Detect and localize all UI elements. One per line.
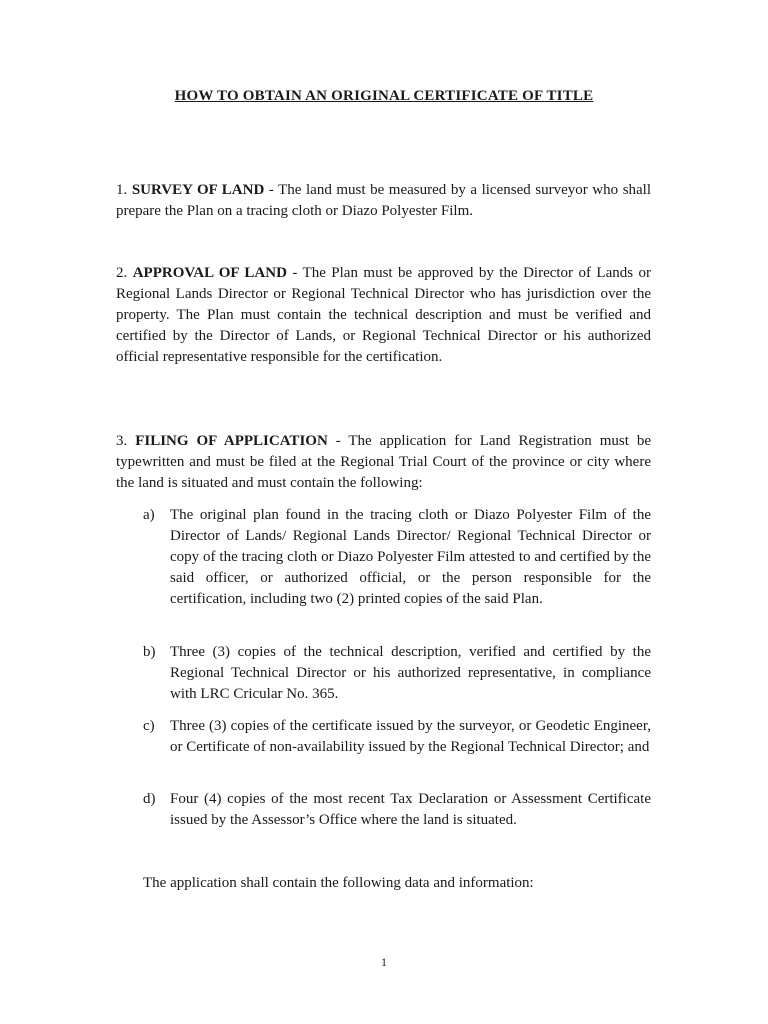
list-item-text: Four (4) copies of the most recent Tax Declaration or Assessment Certificate issued by the Assessor’s Office where the land is situated. <box>170 791 651 828</box>
section-body: - The application for Land Registration must be typewritten and must be filed at the Regional Trial Court of the province or city where the land is situated and must contain the following: <box>116 433 652 491</box>
section-body: - The land must be measured by a licensed surveyor who shall prepare the Plan on a tracing cloth or Diazo Polyester Film. <box>116 182 652 219</box>
list-item-text: The original plan found in the tracing cloth or Diazo Polyester Film of the Director of Lands/ Regional Lands Director/ Regional Technical Director or copy of the tracing cloth or Diazo Polyester Film attested to and certified by the said officer, or authorized official, or the person responsible for the certification, including two (2) printed copies of the said Plan. <box>170 507 651 607</box>
document-title: HOW TO OBTAIN AN ORIGINAL CERTIFICATE OF TITLE <box>174 88 594 104</box>
list-item-marker: b) <box>143 644 156 660</box>
list-item-text: Three (3) copies of the technical description, verified and certified by the Regional Technical Director or his authorized representative, in compliance with LRC Cricular No. 365. <box>170 644 651 702</box>
section-heading: SURVEY OF LAND <box>131 182 265 198</box>
page-number: 1 <box>381 955 387 969</box>
section-survey-of-land <box>116 180 651 222</box>
section-body: - The Plan must be approved by the Director of Lands or Regional Lands Director or Regional Technical Director who has jurisdiction over the property. The Plan must contain the technical description and must be verified and certified by the Director of Lands, or Regional Technical Director or his authorized official representative responsible for the certification. <box>116 265 652 365</box>
section-approval-of-land <box>116 263 651 368</box>
section-number: 1. <box>116 182 128 198</box>
closing-paragraph: The application shall contain the following data and information: <box>143 875 534 891</box>
section-number: 2. <box>116 265 128 281</box>
section-heading: FILING OF APPLICATION <box>135 433 328 449</box>
list-item-marker: c) <box>143 718 155 734</box>
section-number: 3. <box>116 433 128 449</box>
list-item-marker: a) <box>143 507 155 523</box>
section-filing-of-application <box>116 431 651 494</box>
section-heading: APPROVAL OF LAND <box>132 265 287 281</box>
list-item-marker: d) <box>143 791 156 807</box>
list-item-text: Three (3) copies of the certificate issued by the surveyor, or Geodetic Engineer, or Certificate of non-availability issued by the Regional Technical Director; and <box>170 718 651 755</box>
